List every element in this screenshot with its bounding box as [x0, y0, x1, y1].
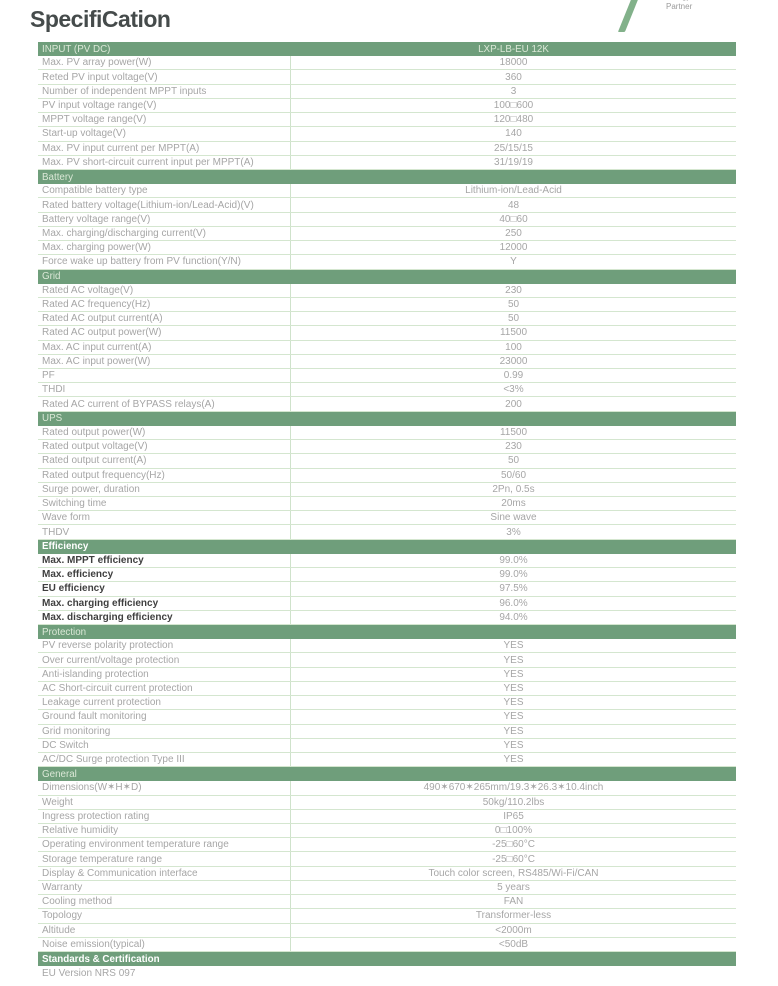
row-value: 360	[505, 71, 522, 83]
row-label: Noise emission(typical)	[38, 938, 291, 951]
table-row	[38, 483, 736, 497]
row-label: Surge power, duration	[38, 483, 291, 496]
table-row	[38, 653, 736, 667]
row-value: Transformer-less	[475, 910, 552, 922]
row-label: Ground fault monitoring	[38, 710, 291, 723]
row-label: Rated battery voltage(Lithium-ion/Lead-Acid)(V)	[38, 198, 291, 211]
row-value: Lithium-ion/Lead-Acid	[465, 185, 562, 197]
section-header	[38, 625, 736, 639]
row-label: PF	[38, 369, 291, 382]
table-row	[38, 142, 736, 156]
row-label: Reted PV input voltage(V)	[38, 70, 291, 83]
row-label: Max. efficiency	[38, 568, 291, 581]
table-row	[38, 511, 736, 525]
row-value: YES	[503, 697, 524, 709]
row-label: Number of independent MPPT inputs	[38, 85, 291, 98]
table-row	[38, 881, 736, 895]
row-label: Force wake up battery from PV function(Y/N)	[38, 255, 291, 268]
row-value: <3%	[503, 384, 524, 396]
table-row	[38, 56, 736, 70]
table-row	[38, 909, 736, 923]
table-row	[38, 852, 736, 866]
row-label: Rated AC output power(W)	[38, 326, 291, 339]
table-row	[38, 753, 736, 767]
table-row	[38, 597, 736, 611]
row-value: 11500	[499, 327, 528, 339]
table-row	[38, 525, 736, 539]
row-label: Relative humidity	[38, 824, 291, 837]
table-row	[38, 454, 736, 468]
row-label: MPPT voltage range(V)	[38, 113, 291, 126]
page-title: SpecifiCation	[30, 6, 171, 32]
row-value: 99.0%	[499, 569, 528, 581]
row-value: YES	[503, 654, 524, 666]
section-header-title: Battery	[42, 171, 74, 183]
row-value: IP65	[503, 810, 524, 822]
row-label: Max. charging efficiency	[38, 597, 291, 610]
row-value: FAN	[503, 896, 524, 908]
row-value: 50	[507, 455, 520, 467]
table-row	[38, 99, 736, 113]
table-row	[38, 213, 736, 227]
table-row	[38, 554, 736, 568]
row-value: 12000	[499, 242, 528, 254]
table-row	[38, 710, 736, 724]
row-value: 48	[507, 199, 520, 211]
table-row	[38, 568, 736, 582]
row-label: Dimensions(W✶H✶D)	[38, 781, 291, 794]
logo-text	[666, 0, 720, 11]
row-value: 230	[505, 441, 522, 453]
row-label: Grid monitoring	[38, 725, 291, 738]
row-value: YES	[503, 754, 524, 766]
section-header	[38, 170, 736, 184]
row-label: DC Switch	[38, 739, 291, 752]
table-row	[38, 639, 736, 653]
brand-logo	[618, 0, 768, 34]
row-value: -25□60°C	[492, 853, 535, 865]
section-header-title: INPUT (PV DC)	[42, 43, 111, 55]
row-label: Weight	[38, 796, 291, 809]
row-label: Rated output frequency(Hz)	[38, 469, 291, 482]
section-header	[38, 767, 736, 781]
row-label: Display & Communication interface	[38, 867, 291, 880]
row-value: 40□60	[499, 213, 528, 225]
table-row	[38, 739, 736, 753]
row-label: THDV	[38, 525, 291, 538]
row-value: 18000	[499, 57, 528, 69]
table-row-fullwidth	[38, 966, 736, 980]
table-row	[38, 810, 736, 824]
row-value: YES	[503, 725, 524, 737]
row-label: AC/DC Surge protection Type III	[38, 753, 291, 766]
row-label: Operating environment temperature range	[38, 838, 291, 851]
table-row	[38, 227, 736, 241]
row-label: Max. discharging efficiency	[38, 611, 291, 624]
row-value: <2000m	[495, 924, 532, 936]
section-header	[38, 42, 736, 56]
row-label: Compatible battery type	[38, 184, 291, 197]
row-label: Max. charging power(W)	[38, 241, 291, 254]
row-label: AC Short-circuit current protection	[38, 682, 291, 695]
section-header-title: UPS	[42, 413, 63, 425]
table-row	[38, 838, 736, 852]
section-header-title: Standards & Certification	[42, 953, 160, 965]
table-row	[38, 582, 736, 596]
row-value: 50kg/110.2lbs	[482, 796, 545, 808]
row-value: Y	[510, 256, 517, 268]
table-row	[38, 255, 736, 269]
row-label: Ingress protection rating	[38, 810, 291, 823]
row-value: 50/60	[500, 469, 527, 481]
row-value: YES	[503, 739, 524, 751]
table-row	[38, 127, 736, 141]
row-label: Rated AC current of BYPASS relays(A)	[38, 397, 291, 410]
table-row	[38, 312, 736, 326]
row-value: YES	[503, 640, 524, 652]
row-value: 99.0%	[499, 554, 528, 566]
table-row	[38, 241, 736, 255]
row-value: 0.99	[503, 370, 524, 382]
row-value: 97.5%	[499, 583, 528, 595]
row-value: -25□60°C	[492, 839, 535, 851]
section-header	[38, 540, 736, 554]
table-row	[38, 497, 736, 511]
logo-slash-icon	[618, 0, 641, 32]
table-row	[38, 867, 736, 881]
table-row	[38, 611, 736, 625]
row-label: Leakage current protection	[38, 696, 291, 709]
row-label: Over current/voltage protection	[38, 653, 291, 666]
row-label: PV reverse polarity protection	[38, 639, 291, 652]
table-row	[38, 895, 736, 909]
row-text: EU Version NRS 097	[42, 967, 136, 979]
row-value: 31/19/19	[494, 156, 533, 168]
row-value: 20ms	[501, 498, 526, 510]
section-header-title: Efficiency	[42, 541, 89, 553]
table-row	[38, 198, 736, 212]
row-label: Warranty	[38, 881, 291, 894]
row-value: Sine wave	[490, 512, 537, 524]
table-row	[38, 938, 736, 952]
row-value: 25/15/15	[494, 142, 533, 154]
row-label: Max. charging/discharging current(V)	[38, 227, 291, 240]
row-value: YES	[503, 668, 524, 680]
row-label: Altitude	[38, 924, 291, 937]
table-row	[38, 440, 736, 454]
row-label: Max. MPPT efficiency	[38, 554, 291, 567]
table-row	[38, 397, 736, 411]
section-header	[38, 270, 736, 284]
row-value: 50	[507, 299, 520, 311]
row-label: Max. PV array power(W)	[38, 56, 291, 69]
row-value: 23000	[499, 355, 528, 367]
section-header-title: Protection	[42, 626, 87, 638]
row-value: 230	[505, 284, 522, 296]
row-value: 200	[505, 398, 522, 410]
logo-text-line2: Partner	[666, 1, 693, 11]
row-value: YES	[503, 711, 524, 723]
table-row	[38, 85, 736, 99]
row-label: Rated output power(W)	[38, 426, 291, 439]
row-value: 3%	[506, 526, 521, 538]
table-row	[38, 469, 736, 483]
row-value: 250	[505, 227, 522, 239]
section-header-title: Grid	[42, 271, 61, 283]
row-value: 2Pn, 0.5s	[492, 483, 535, 495]
table-row	[38, 682, 736, 696]
table-row	[38, 824, 736, 838]
table-row	[38, 284, 736, 298]
table-row	[38, 781, 736, 795]
row-value: 0□100%	[494, 825, 533, 837]
row-label: Max. PV input current per MPPT(A)	[38, 142, 291, 155]
table-row	[38, 369, 736, 383]
row-label: Rated output voltage(V)	[38, 440, 291, 453]
row-label: EU efficiency	[38, 582, 291, 595]
section-header-title: General	[42, 768, 77, 780]
row-value: 96.0%	[499, 597, 528, 609]
row-value: 140	[505, 128, 522, 140]
section-header	[38, 412, 736, 426]
row-label: THDI	[38, 383, 291, 396]
row-label: Rated AC voltage(V)	[38, 284, 291, 297]
row-label: Cooling method	[38, 895, 291, 908]
section-header-model: LXP-LB-EU 12K	[478, 43, 549, 55]
table-row	[38, 924, 736, 938]
table-row	[38, 696, 736, 710]
row-value: <50dB	[498, 938, 529, 950]
row-label: Wave form	[38, 511, 291, 524]
table-row	[38, 156, 736, 170]
row-label: Max. AC input current(A)	[38, 341, 291, 354]
section-header	[38, 952, 736, 966]
table-row	[38, 725, 736, 739]
table-row	[38, 113, 736, 127]
table-row	[38, 70, 736, 84]
row-label: Switching time	[38, 497, 291, 510]
row-value: 94.0%	[499, 611, 528, 623]
row-value: YES	[503, 682, 524, 694]
row-value: Touch color screen, RS485/Wi-Fi/CAN	[428, 867, 599, 879]
row-label: Battery voltage range(V)	[38, 213, 291, 226]
table-row	[38, 355, 736, 369]
table-row	[38, 184, 736, 198]
spec-table	[38, 42, 736, 980]
row-value: 5 years	[497, 882, 530, 894]
row-label: Topology	[38, 909, 291, 922]
table-row	[38, 298, 736, 312]
row-value: 100	[505, 341, 522, 353]
row-label: Anti-islanding protection	[38, 668, 291, 681]
row-value: 50	[507, 313, 520, 325]
row-value: 11500	[499, 427, 528, 439]
row-value: 120□480	[493, 114, 534, 126]
row-label: Max. AC input power(W)	[38, 355, 291, 368]
row-label: PV input voltage range(V)	[38, 99, 291, 112]
row-label: Rated AC output current(A)	[38, 312, 291, 325]
row-label: Start-up voltage(V)	[38, 127, 291, 140]
table-row	[38, 426, 736, 440]
table-row	[38, 668, 736, 682]
row-value: 100□600	[493, 99, 534, 111]
row-label: Max. PV short-circuit current input per MPPT(A)	[38, 156, 291, 169]
table-row	[38, 383, 736, 397]
row-label: Rated output current(A)	[38, 454, 291, 467]
row-label: Storage temperature range	[38, 852, 291, 865]
row-value: 3	[510, 85, 517, 97]
table-row	[38, 326, 736, 340]
table-row	[38, 796, 736, 810]
table-row	[38, 341, 736, 355]
row-label: Rated AC frequency(Hz)	[38, 298, 291, 311]
row-value: 490✶670✶265mm/19.3✶26.3✶10.4inch	[423, 782, 604, 794]
